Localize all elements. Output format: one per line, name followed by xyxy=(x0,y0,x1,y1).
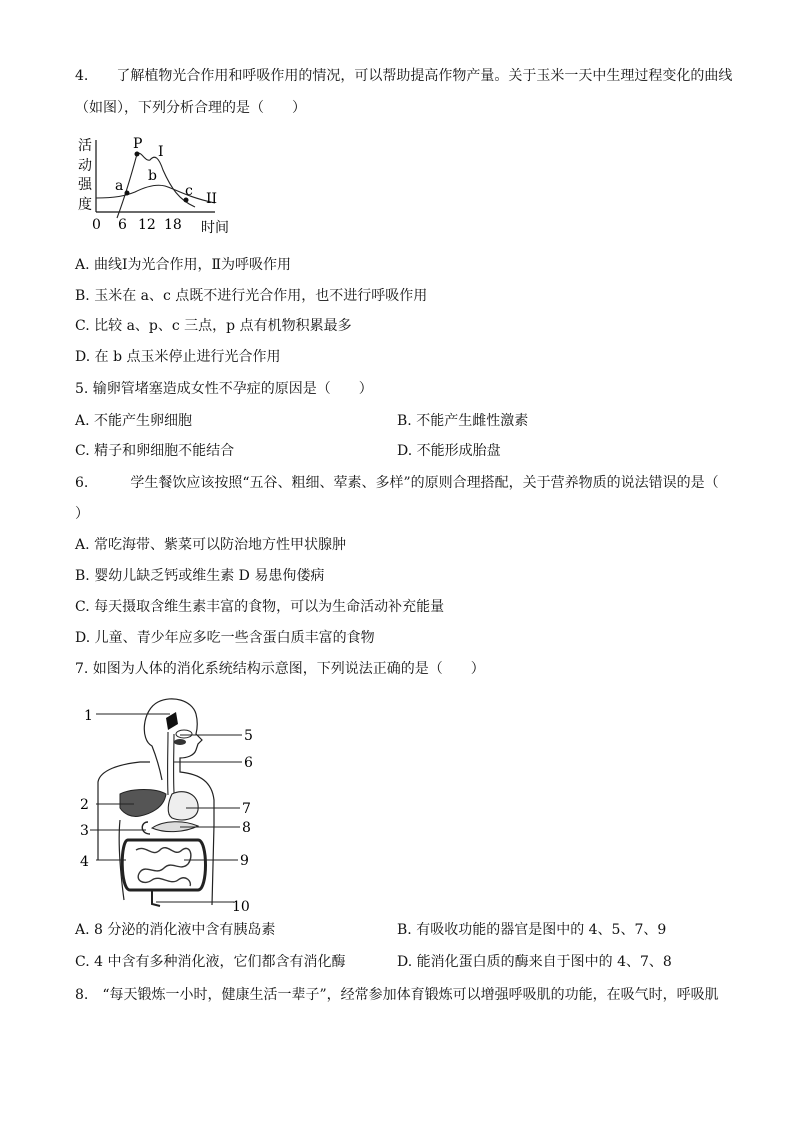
q4-stem-line2: （如图），下列分析合理的是（ ） xyxy=(75,100,306,116)
graph-label-c: c xyxy=(185,183,193,199)
rectum xyxy=(152,890,160,906)
graph-label-curve-I: I xyxy=(158,144,164,160)
graph-label-curve-II: II xyxy=(206,191,218,207)
q4-option-b: B. 玉米在 a、c 点既不进行光合作用，也不进行呼吸作用 xyxy=(75,288,428,304)
small-intestine xyxy=(136,848,191,886)
diagram-label-9: 9 xyxy=(240,853,249,869)
graph-xtick-18: 18 xyxy=(164,217,182,233)
q5-option-a: A. 不能产生卵细胞 xyxy=(75,413,193,429)
q4-option-c: C. 比较 a、p、c 三点，p 点有机物积累最多 xyxy=(75,318,352,334)
graph-label-a: a xyxy=(115,178,124,194)
graph-xlabel: 时间 xyxy=(201,220,229,236)
q6-stem-line1: 6. 学生餐饮应该按照“五谷、粗细、荤素、多样”的原则合理搭配，关于营养物质的说法错误的是（ xyxy=(75,475,719,491)
stomach xyxy=(168,792,198,820)
diagram-label-6: 6 xyxy=(244,755,253,771)
salivary-gland-2 xyxy=(174,739,186,745)
q8-stem-line1: 8. “每天锻炼一小时，健康生活一辈子”，经常参加体育锻炼可以增强呼吸肌的功能，在吸气时，呼吸肌 xyxy=(75,987,719,1003)
body-outline xyxy=(98,699,214,860)
q7-digestive-diagram xyxy=(80,690,280,915)
q7-option-b: B. 有吸收功能的器官是图中的 4、5、7、9 xyxy=(397,922,667,938)
q7-option-c: C. 4 中含有多种消化液，它们都含有消化酶 xyxy=(75,954,346,970)
diagram-label-4: 4 xyxy=(80,854,89,870)
graph-point-P xyxy=(135,152,140,157)
graph-point-a xyxy=(125,191,130,196)
graph-xtick-6: 6 xyxy=(118,217,127,233)
q6-option-c: C. 每天摄取含维生素丰富的食物，可以为生命活动补充能量 xyxy=(75,599,445,615)
graph-curve-II xyxy=(96,185,215,203)
graph-label-b: b xyxy=(148,168,157,184)
diagram-label-10: 10 xyxy=(232,899,250,915)
diagram-label-3: 3 xyxy=(80,823,89,839)
q5-option-b: B. 不能产生雌性激素 xyxy=(397,413,529,429)
q6-option-d: D. 儿童、青少年应多吃一些含蛋白质丰富的食物 xyxy=(75,630,375,646)
q6-stem-line2: ） xyxy=(75,506,89,522)
diagram-label-1: 1 xyxy=(84,708,93,724)
body-lower-outline xyxy=(119,820,214,905)
diagram-label-5: 5 xyxy=(244,728,253,744)
graph-xtick-12: 12 xyxy=(138,217,156,233)
graph-ylabel-4: 度 xyxy=(78,197,92,213)
q4-stem-line1: 4. 了解植物光合作用和呼吸作用的情况，可以帮助提高作物产量。关于玉米一天中生理过程变化的曲线 xyxy=(75,68,733,84)
graph-ylabel-2: 动 xyxy=(78,158,92,174)
q5-option-d: D. 不能形成胎盘 xyxy=(397,443,501,459)
graph-xtick-0: 0 xyxy=(92,217,101,233)
q7-stem: 7. 如图为人体的消化系统结构示意图，下列说法正确的是（ ） xyxy=(75,661,485,677)
graph-ylabel-1: 活 xyxy=(78,138,92,154)
salivary-gland xyxy=(176,730,192,738)
diagram-label-7: 7 xyxy=(242,801,251,817)
q5-option-c: C. 精子和卵细胞不能结合 xyxy=(75,443,235,459)
q4-graph xyxy=(75,132,245,237)
q6-option-b: B. 婴幼儿缺乏钙或维生素 D 易患佝偻病 xyxy=(75,568,325,584)
q7-option-d: D. 能消化蛋白质的酶来自于图中的 4、7、8 xyxy=(397,954,672,970)
q7-option-a: A. 8 分泌的消化液中含有胰岛素 xyxy=(75,922,276,938)
q5-stem: 5. 输卵管堵塞造成女性不孕症的原因是（ ） xyxy=(75,381,373,397)
mouth-region xyxy=(166,712,178,730)
q4-option-a: A. 曲线Ⅰ为光合作用，Ⅱ为呼吸作用 xyxy=(75,257,292,273)
q4-option-d: D. 在 b 点玉米停止进行光合作用 xyxy=(75,349,281,365)
diagram-label-2: 2 xyxy=(80,797,89,813)
graph-ylabel-3: 强 xyxy=(78,177,92,193)
diagram-label-8: 8 xyxy=(242,820,251,836)
q6-option-a: A. 常吃海带、紫菜可以防治地方性甲状腺肿 xyxy=(75,537,347,553)
liver xyxy=(120,790,166,817)
esophagus xyxy=(168,732,174,795)
duodenum xyxy=(142,822,150,834)
graph-label-P: P xyxy=(133,136,143,152)
